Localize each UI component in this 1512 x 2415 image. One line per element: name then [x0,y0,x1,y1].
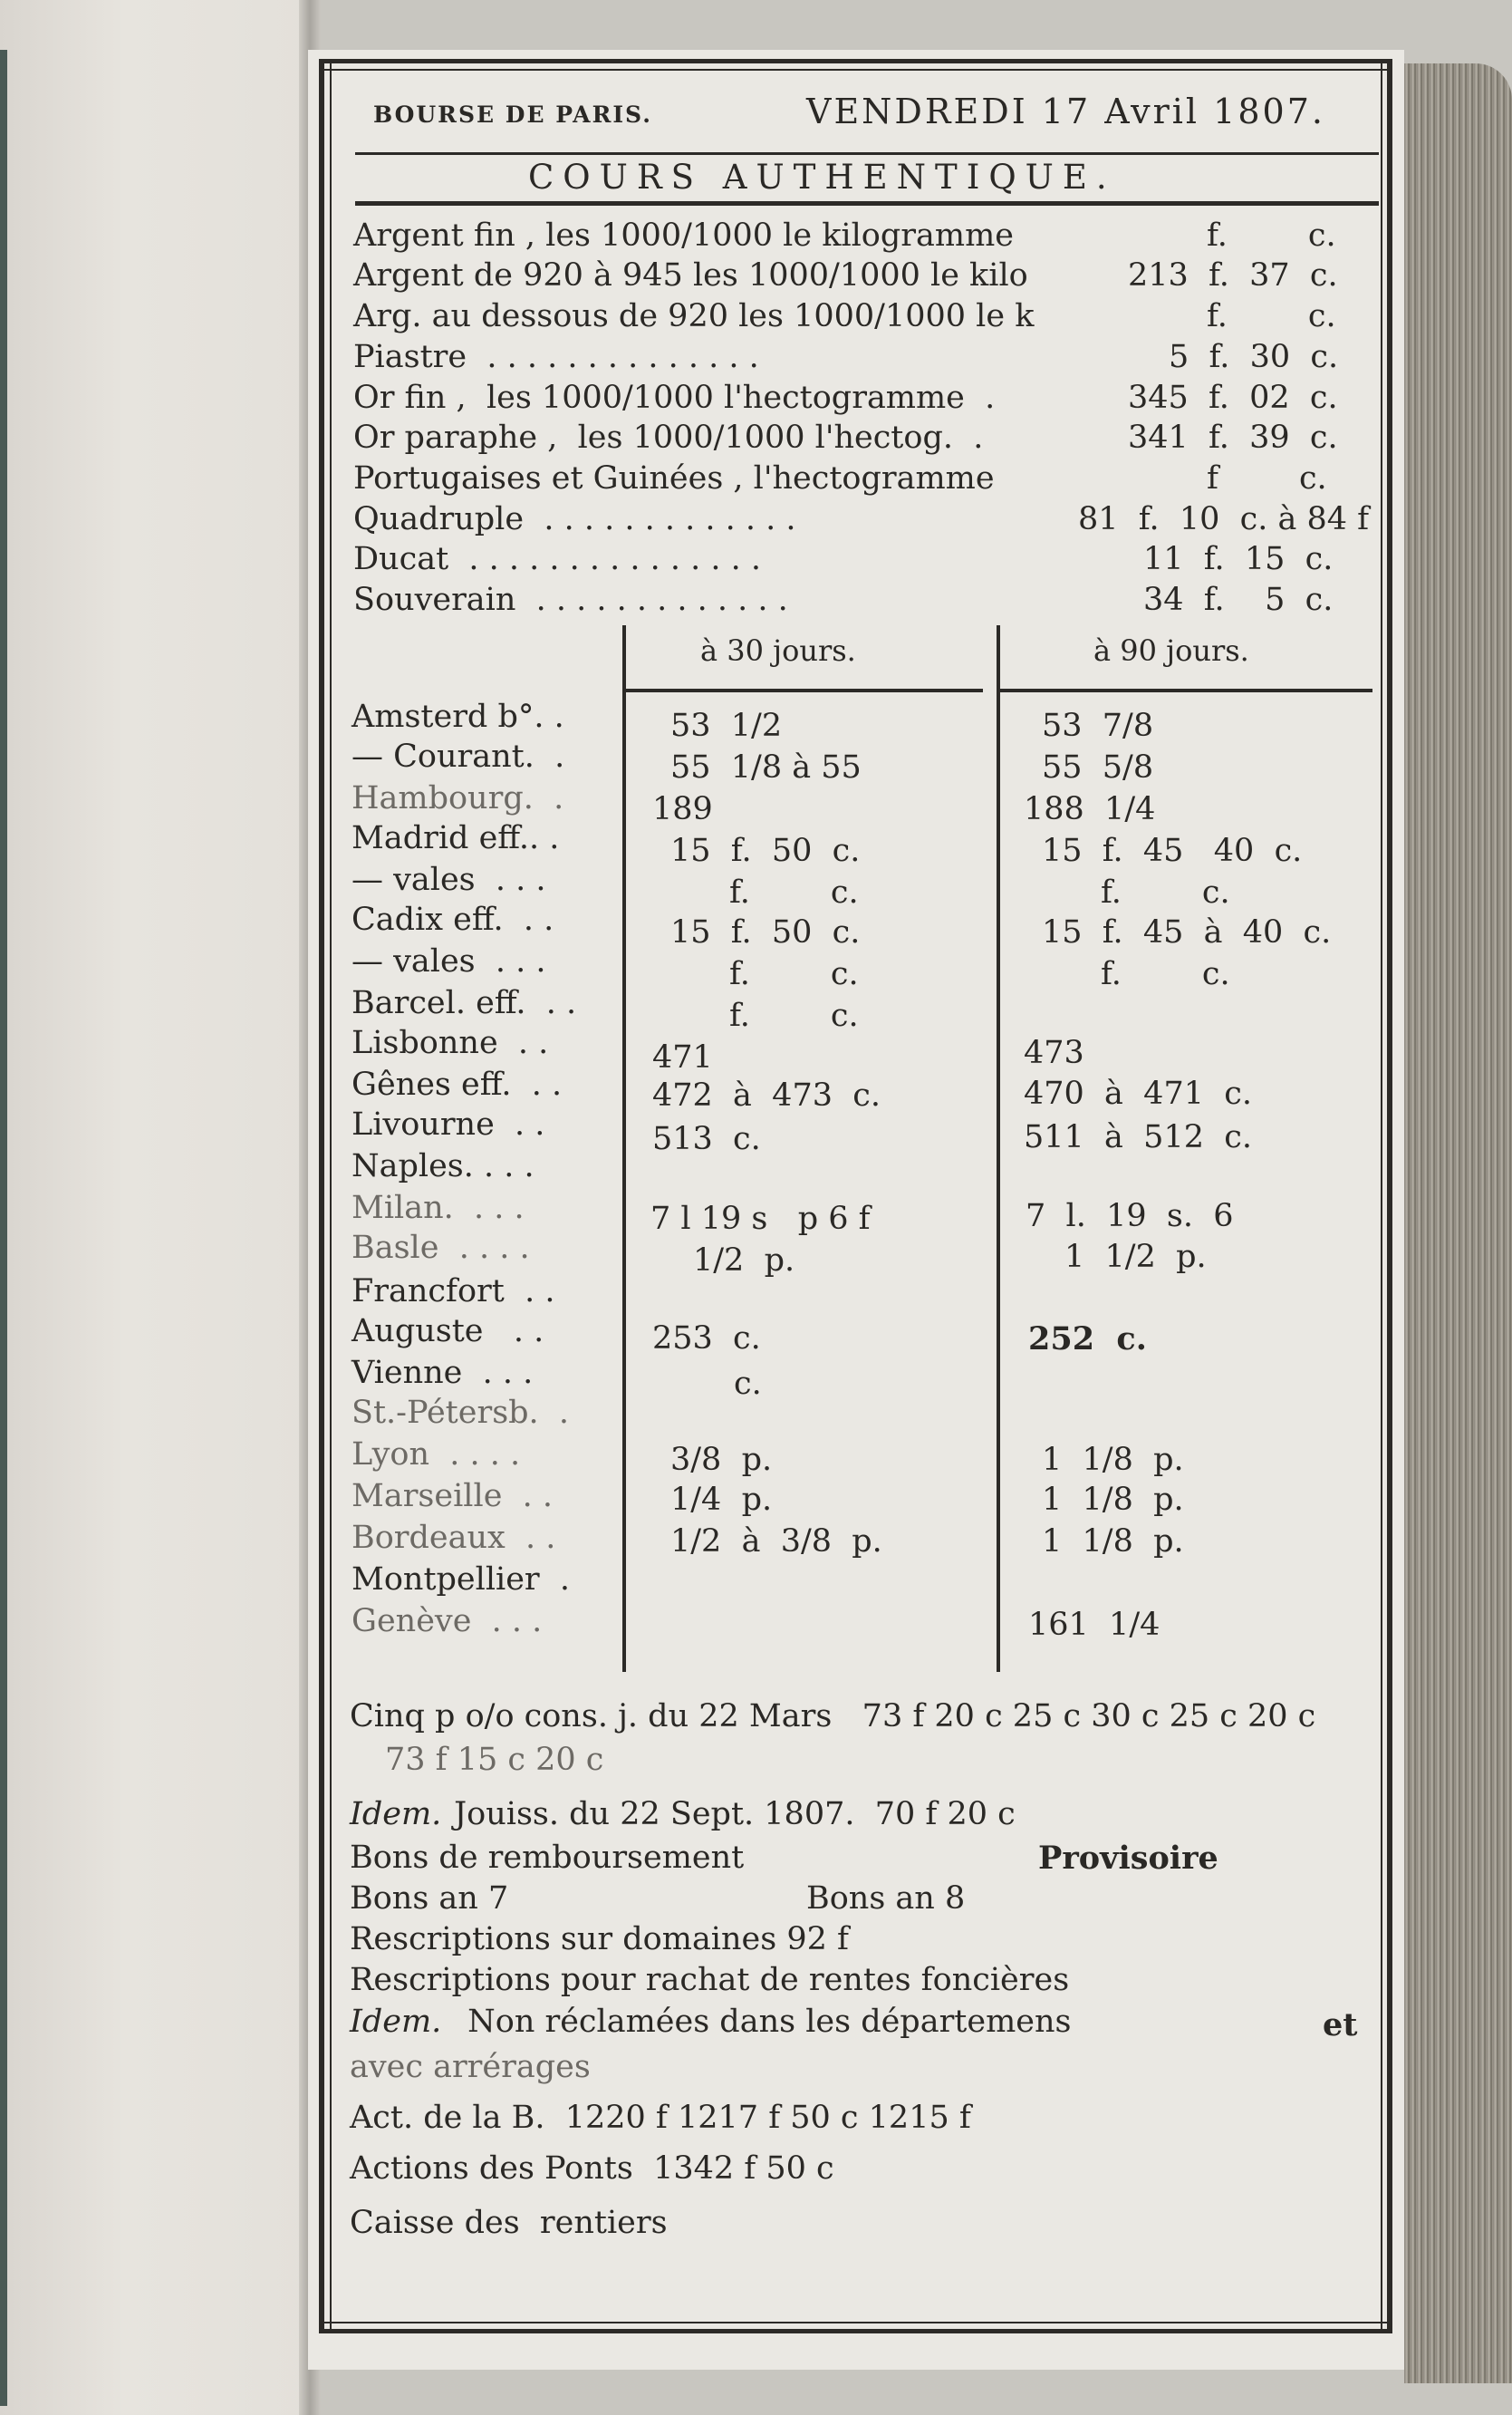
rate-30: 3/8 p. [670,1442,773,1478]
frame-right-rule [1387,59,1392,2333]
rate-90: 511 à 512 c. [1024,1119,1252,1155]
title-rule [355,201,1379,206]
rate-90: f. c. [1101,956,1230,992]
et: et [1323,2006,1358,2043]
metal-price: 341 f. 39 c. [1128,420,1338,456]
rate-30: 55 1/8 à 55 [670,749,862,786]
provisoire: Provisoire [1038,1840,1218,1877]
metal-label: Argent fin , les 1000/1000 le kilogramme [353,217,1014,254]
idem-label: Idem. [350,1796,442,1832]
page-title: COURS AUTHENTIQUE. [528,158,1116,197]
place-name: Auguste . . [352,1313,544,1349]
metal-label: Argent de 920 à 945 les 1000/1000 le kilo [353,257,1028,294]
metal-price: 34 f. 5 c. [1143,582,1334,618]
place-name: Lisbonne . . [352,1025,549,1061]
place-name: St.-Pétersb. . [352,1395,570,1431]
rate-90: 1 1/2 p. [1064,1239,1207,1275]
rate-30: 1/2 à 3/8 p. [670,1523,882,1560]
rate-90: 252 c. [1028,1320,1147,1357]
metal-price: f. c. [1207,217,1336,254]
place-name: Bordeaux . . [352,1520,556,1556]
place-name: Genève . . . [352,1603,543,1639]
frame-top-rule [319,59,1392,63]
rate-90: 1 1/8 p. [1042,1482,1184,1518]
rate-30: f. c. [729,874,859,911]
rate-30: 471 [652,1039,713,1076]
rate-90: 161 1/4 [1028,1607,1160,1643]
metal-label: Arg. au dessous de 920 les 1000/1000 le k [353,298,1035,334]
place-name: Naples. . . . [352,1148,534,1184]
rate-30: 253 c. [652,1320,761,1357]
place-name: Gênes eff. . . [352,1067,563,1103]
rate-90: 473 [1024,1035,1084,1071]
frame-bottom-rule [319,2329,1392,2333]
metal-label: Or fin , les 1000/1000 l'hectogramme . [353,380,996,416]
place-name: — vales . . . [352,943,546,980]
actions-ponts: Actions des Ponts 1342 f 50 c [350,2150,834,2187]
frame-top-rule-thin [319,69,1392,71]
rate-90: 188 1/4 [1024,791,1156,827]
metal-label: Quadruple . . . . . . . . . . . . . [353,501,796,537]
actions-banque: Act. de la B. 1220 f 1217 f 50 c 1215 f [350,2100,971,2136]
metal-label: Portugaises et Guinées , l'hectogramme [353,460,995,497]
metal-price: 5 f. 30 c. [1169,339,1339,375]
place-name: Francfort . . [352,1273,555,1309]
header-rule [355,152,1379,155]
rate-30: 53 1/2 [670,708,783,744]
place-name: Barcel. eff. . . [352,985,577,1021]
place-name: Milan. . . . [352,1190,525,1226]
rate-30: 15 f. 50 c. [670,914,861,951]
table-divider-left [622,625,626,1672]
rate-30: 513 c. [652,1121,761,1157]
bons-an-8: Bons an 8 [806,1880,966,1917]
frame-left-rule-thin [330,59,332,2333]
non-reclamees: Non réclamées dans les départemens [457,2004,1072,2040]
metal-label: Souverain . . . . . . . . . . . . . [353,582,788,618]
table-divider-right [997,625,1000,1672]
place-name: Cadix eff. . . [352,902,554,938]
place-name: Vienne . . . [352,1355,534,1391]
place-name: — Courant. . [352,739,565,775]
rate-30: f. c. [729,998,859,1034]
facing-blank-page [0,0,313,2415]
rate-30: 1/2 p. [693,1242,795,1279]
place-name: Basle . . . . [352,1230,530,1266]
caisse-rentiers: Caisse des rentiers [350,2205,668,2241]
col-90-rule [997,689,1372,692]
idem2-label: Idem. [350,2004,442,2040]
frame-bottom-rule-thin [319,2322,1392,2323]
metal-price: 345 f. 02 c. [1128,380,1338,416]
place-name: Madrid eff.. . [352,820,560,856]
rate-30: 189 [652,791,713,827]
header-date: VENDREDI 17 Avril 1807. [806,92,1325,131]
bons-an-7: Bons an 7 [350,1880,509,1917]
place-name: Hambourg. . [352,780,564,816]
book-cover-edge [0,50,7,2406]
metal-price: 81 f. 10 c. à 84 f [1078,501,1370,537]
rate-30: 1/4 p. [670,1482,773,1518]
rate-30: 472 à 473 c. [652,1077,881,1114]
metal-label: Piastre . . . . . . . . . . . . . . [353,339,759,375]
rate-30: 7 l 19 s p 6 f [650,1201,871,1237]
rate-90: 55 5/8 [1042,749,1154,786]
rescriptions-domaines: Rescriptions sur domaines 92 f [350,1921,849,1957]
rate-30: 15 f. 50 c. [670,833,861,869]
cinq-pour-cent-line: Cinq p o/o cons. j. du 22 Mars 73 f 20 c 25 c 30 c 25 c 20 c [350,1698,1316,1734]
place-name: — vales . . . [352,862,546,898]
rate-90: 53 7/8 [1042,708,1154,744]
rate-90: 1 1/8 p. [1042,1442,1184,1478]
rate-90: f. c. [1101,874,1230,911]
metal-label: Or paraphe , les 1000/1000 l'hectog. . [353,420,984,456]
rate-90: 15 f. 45 à 40 c. [1042,914,1332,951]
metal-price: 213 f. 37 c. [1128,257,1338,294]
metal-price: 11 f. 15 c. [1143,541,1334,577]
place-name: Marseille . . [352,1478,554,1514]
rescriptions-rachat: Rescriptions pour rachat de rentes foncières [350,1962,1070,1998]
col-30-jours: à 30 jours. [700,633,856,668]
place-name: Lyon . . . . [352,1436,521,1473]
place-name: Amsterd b°. . [352,699,564,735]
rate-30: c. [734,1366,762,1402]
rate-90: 1 1/8 p. [1042,1523,1184,1560]
avec-arrerages: avec arrérages [350,2049,591,2085]
cinq-pour-cent-cont: 73 f 15 c 20 c [385,1742,604,1778]
rate-90: 15 f. 45 40 c. [1042,833,1303,869]
place-name: Livourne . . [352,1106,545,1143]
frame-right-rule-thin [1381,59,1382,2333]
header-bourse: BOURSE DE PARIS. [373,101,652,128]
col-30-rule [622,689,983,692]
page-fore-edge [1404,63,1512,2383]
metal-price: f c. [1207,460,1327,497]
bons-remboursement: Bons de remboursement [350,1840,745,1876]
idem-jouissance: Jouiss. du 22 Sept. 1807. 70 f 20 c [444,1796,1016,1832]
col-90-jours: à 90 jours. [1093,633,1249,668]
rate-30: f. c. [729,956,859,992]
frame-left-rule [319,59,324,2333]
place-name: Montpellier . [352,1561,571,1598]
metal-price: f. c. [1207,298,1336,334]
metal-label: Ducat . . . . . . . . . . . . . . . [353,541,762,577]
rate-90: 7 l. 19 s. 6 [1026,1198,1234,1234]
rate-90: 470 à 471 c. [1024,1076,1252,1112]
